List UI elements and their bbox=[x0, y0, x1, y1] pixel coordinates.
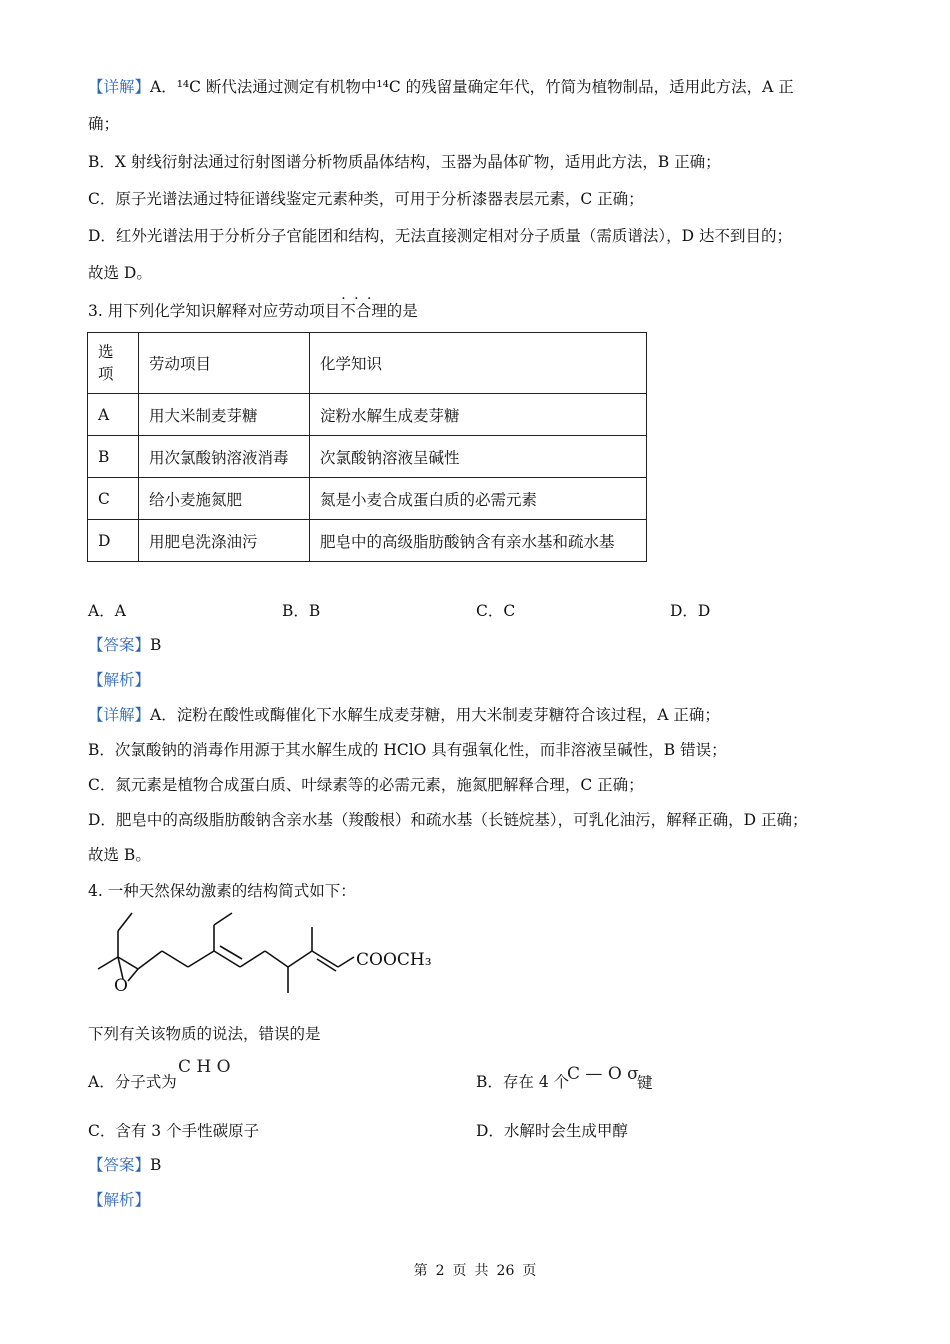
q4-analysis-tag: 【解析】 bbox=[88, 1191, 151, 1209]
q2-detail-a-cont: 确； bbox=[88, 115, 120, 133]
q3-detail-b: B．次氯酸钠的消毒作用源于其水解生成的 HClO 具有强氧化性，而非溶液呈碱性，B 错误； bbox=[88, 741, 727, 759]
q2-detail-a: 【详解】A．¹⁴C 断代法通过测定有机物中¹⁴C 的残留量确定年代，竹简为植物制品，适用此方法，A 正 bbox=[88, 78, 794, 96]
q4-choice-b-formula: C — O σ bbox=[567, 1064, 639, 1084]
epoxide-oxygen: O bbox=[114, 976, 128, 996]
q4-answer: 【答案】B bbox=[88, 1156, 162, 1174]
q3-stem: 3. 用下列化学知识解释对应劳动项目· · · 不合理的是 bbox=[88, 300, 418, 322]
q3-detail-c: C．氮元素是植物合成蛋白质、叶绿素等的必需元素，施氮肥解释合理，C 正确； bbox=[88, 776, 644, 794]
table-row: B 用次氯酸钠溶液消毒 次氯酸钠溶液呈碱性 bbox=[88, 436, 647, 478]
q2-conclusion: 故选 D。 bbox=[88, 264, 152, 282]
detail-tag: 【详解】 bbox=[88, 78, 151, 96]
table-row: D 用肥皂洗涤油污 肥皂中的高级脂肪酸钠含有亲水基和疏水基 bbox=[88, 520, 647, 562]
q4-choice-a[interactable]: A．分子式为 bbox=[88, 1073, 177, 1091]
table-header-cell: 劳动项目 bbox=[139, 333, 310, 394]
q3-detail-d: D．肥皂中的高级脂肪酸钠含亲水基（羧酸根）和疏水基（长链烷基），可乳化油污，解释正确，D 正确； bbox=[88, 811, 808, 829]
q3-choice-c[interactable]: C．C bbox=[476, 602, 516, 620]
table-header-cell bbox=[88, 333, 139, 394]
skeleton-bonds bbox=[98, 913, 354, 993]
q3-choice-b[interactable]: B．B bbox=[282, 602, 321, 620]
q3-analysis-tag: 【解析】 bbox=[88, 671, 151, 689]
header-option-label: 选项 bbox=[98, 343, 114, 383]
q2-detail-b: B．X 射线衍射法通过衍射图谱分析物质晶体结构，玉器为晶体矿物，适用此方法，B 正确； bbox=[88, 153, 721, 171]
q4-choice-b-suffix: 键 bbox=[637, 1074, 653, 1092]
table-header-cell: 化学知识 bbox=[310, 333, 647, 394]
q4-stem: 4. 一种天然保幼激素的结构简式如下： bbox=[88, 882, 356, 900]
q4-prompt: 下列有关该物质的说法，错误的是 bbox=[88, 1025, 321, 1043]
total-pages: 26 bbox=[496, 1263, 515, 1279]
q2-detail-d: D．红外光谱法用于分析分子官能团和结构，无法直接测定相对分子质量（需质谱法），D 达不到目的； bbox=[88, 227, 793, 245]
q4-choice-a-formula: C H O bbox=[178, 1057, 231, 1077]
q3-answer: 【答案】B bbox=[88, 636, 162, 654]
q3-choice-a[interactable]: A．A bbox=[88, 602, 126, 620]
structure-diagram bbox=[90, 895, 450, 1000]
table-row: C 给小麦施氮肥 氮是小麦合成蛋白质的必需元素 bbox=[88, 478, 647, 520]
q4-choice-d[interactable]: D．水解时会生成甲醇 bbox=[476, 1122, 628, 1140]
q3-table bbox=[87, 332, 647, 562]
q2-detail-c: C．原子光谱法通过特征谱线鉴定元素种类，可用于分析漆器表层元素，C 正确； bbox=[88, 190, 644, 208]
q3-detail-a: 【详解】A．淀粉在酸性或酶催化下水解生成麦芽糖，用大米制麦芽糖符合该过程，A 正确； bbox=[88, 706, 720, 724]
current-page: 2 bbox=[435, 1263, 445, 1279]
table-header-row bbox=[88, 333, 647, 394]
q4-choice-b[interactable]: B．存在 4 个 bbox=[476, 1073, 570, 1091]
table-row: A 用大米制麦芽糖 淀粉水解生成麦芽糖 bbox=[88, 394, 647, 436]
emphasis-dots: · · · 不合理 bbox=[340, 302, 387, 320]
ester-group: COOCH₃ bbox=[356, 950, 432, 970]
q4-choice-c[interactable]: C．含有 3 个手性碳原子 bbox=[88, 1122, 260, 1140]
q3-conclusion: 故选 B。 bbox=[88, 846, 151, 864]
q3-choice-d[interactable]: D．D bbox=[670, 602, 711, 620]
page-footer: 第 2 页 共 26 页 bbox=[413, 1263, 537, 1279]
